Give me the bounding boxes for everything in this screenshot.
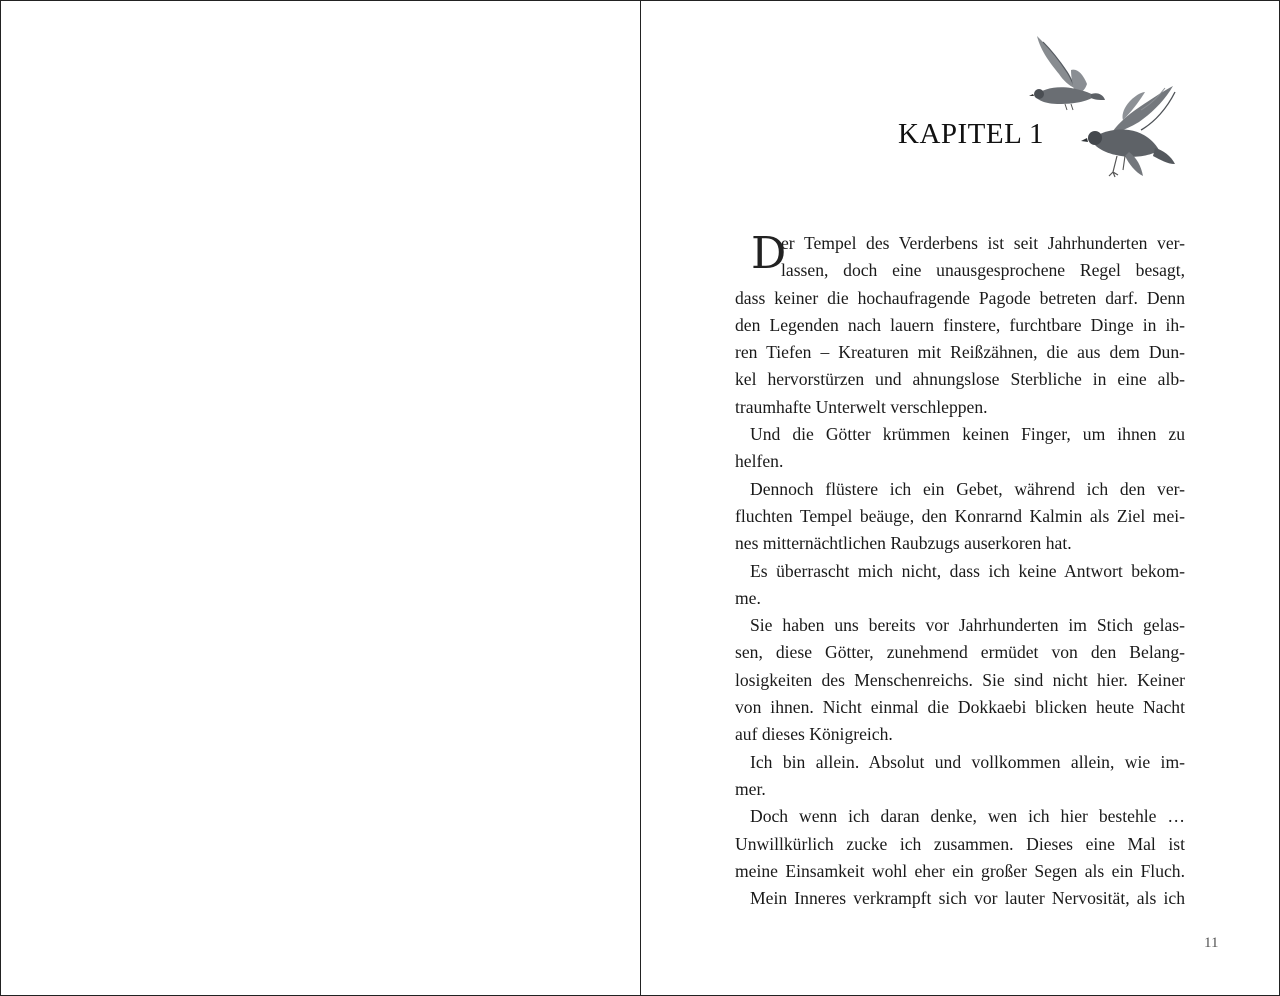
chapter-body-text [735, 230, 1185, 912]
body-line: Doch wenn ich daran denke, wen ich hier bestehle … [750, 806, 1185, 827]
body-line: nes mitternächtlichen Raubzugs auserkoren hat. [735, 533, 1072, 554]
body-line: sen, diese Götter, zunehmend ermüdet von den Belang- [735, 642, 1185, 663]
body-line: fluchten Tempel beäuge, den Konrarnd Kalmin als Ziel mei- [735, 505, 1185, 526]
small-bird-icon [1029, 36, 1105, 110]
body-line: Es überrascht mich nicht, dass ich keine Antwort bekom- [750, 560, 1185, 581]
body-line: traumhafte Unterwelt verschleppen. [735, 396, 988, 417]
drop-cap-letter: D [751, 228, 787, 279]
body-line: von ihnen. Nicht einmal die Dokkaebi blicken heute Nacht [735, 697, 1185, 718]
body-line: Unwillkürlich zucke ich zusammen. Dieses eine Mal ist [735, 833, 1185, 854]
body-line: ren Tiefen – Kreaturen mit Reißzähnen, die aus dem Dun- [735, 342, 1185, 363]
body-line: mer. [735, 778, 766, 799]
large-bird-icon [1081, 86, 1175, 177]
body-line: er Tempel des Verderbens ist seit Jahrhunderten ver- [781, 233, 1185, 253]
body-line: Sie haben uns bereits vor Jahrhunderten im Stich gelas- [750, 615, 1185, 636]
body-line: den Legenden nach lauern finstere, furchtbare Dinge in ih- [735, 314, 1185, 335]
body-line: dass keiner die hochaufragende Pagode betreten darf. Denn [735, 287, 1185, 308]
body-line: Mein Inneres verkrampft sich vor lauter Nervosität, als ich [750, 888, 1185, 909]
body-line: kel hervorstürzen und ahnungslose Sterbliche in eine alb- [735, 369, 1185, 390]
body-line: lassen, doch eine unausgesprochene Regel besagt, [781, 260, 1185, 281]
body-line: me. [735, 587, 761, 608]
chapter-title: KAPITEL 1 [898, 118, 1044, 150]
body-line: meine Einsamkeit wohl eher ein großer Segen als ein Fluch. [735, 860, 1185, 881]
body-line: helfen. [735, 451, 784, 472]
body-line: Ich bin allein. Absolut und vollkommen allein, wie im- [750, 751, 1185, 772]
body-line: Und die Götter krümmen keinen Finger, um ihnen zu [750, 424, 1185, 445]
page-number: 11 [1204, 935, 1219, 951]
two-crows-icon [1025, 30, 1185, 195]
body-line: losigkeiten des Menschenreichs. Sie sind nicht hier. Keiner [735, 669, 1185, 690]
body-line: auf dieses Königreich. [735, 724, 893, 745]
body-line: Dennoch flüstere ich ein Gebet, während ich den ver- [750, 478, 1185, 499]
